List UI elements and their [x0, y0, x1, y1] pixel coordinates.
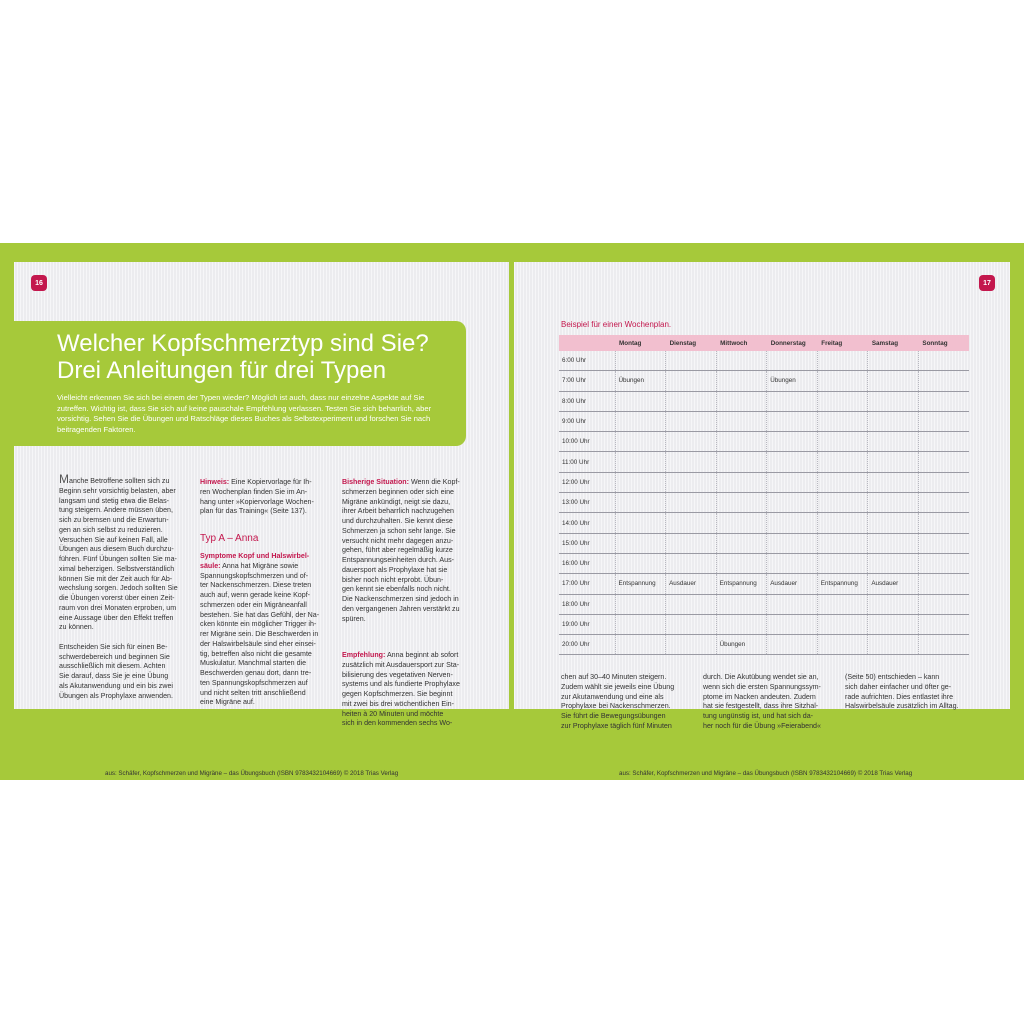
plan-cell	[817, 351, 868, 371]
plan-cell	[868, 614, 919, 634]
plan-cell	[767, 472, 818, 492]
footer-right: aus: Schäfer, Kopfschmerzen und Migräne – das Übungsbuch (ISBN 9783432104669) © 2018 Trias Verlag	[619, 770, 913, 777]
plan-cell	[716, 351, 767, 371]
situation-text: Wenn die Kopf- schmerzen beginnen oder sich eine Migräne ankündigt, neigt sie dazu, ihrer Arbeit beharrlich nachzugehen und durchzuhalten. Sie kennt diese Schmerzen ja schon sehr lange. Sie versucht nicht mehr dagegen anzu- gehen, führt aber regelmäßig kurze Entspannungseinheiten durch. Aus- dauersport als Prophylaxe hat sie bisher noch nicht erprobt. Übun- gen kennt sie ebenfalls noch nicht. Die Nackenschmerzen sind jedoch in den vergangenen Jahren verstärkt zu spüren.	[342, 478, 460, 623]
plan-cell	[666, 432, 717, 452]
plan-cell	[615, 432, 666, 452]
symptoms-label: Symptome Kopf und Halswirbel- säule:	[200, 552, 310, 570]
table-header-row	[559, 335, 969, 351]
plan-cell	[666, 493, 717, 513]
plan-cell	[767, 411, 818, 431]
table-row	[559, 614, 969, 634]
table-row	[559, 553, 969, 573]
plan-cell	[918, 553, 969, 573]
plan-cell	[767, 594, 818, 614]
weekly-plan-table	[559, 335, 969, 655]
plan-cell	[716, 513, 767, 533]
hint-text: Eine Kopiervorlage für Ih- ren Wochenplan finden Sie im An- hang unter »Kopiervorlage Wochen- plan für das Training« (Seite 137).	[200, 478, 314, 516]
plan-cell	[918, 452, 969, 472]
page-number-right: 17	[979, 275, 995, 291]
plan-cell	[817, 472, 868, 492]
table-row	[559, 594, 969, 614]
footer-left: aus: Schäfer, Kopfschmerzen und Migräne – das Übungsbuch (ISBN 9783432104669) © 2018 Trias Verlag	[105, 770, 399, 777]
plan-cell	[716, 411, 767, 431]
table-body	[559, 351, 969, 655]
time-cell: 18:00 Uhr	[559, 594, 615, 614]
time-cell: 8:00 Uhr	[559, 391, 615, 411]
recommendation-text: Anna beginnt ab sofort zusätzlich mit Ausdauersport zur Sta- bilisierung des vegetativen Nerven- systems und als fundierte Prophylaxe gegen Kopfschmerzen. Sie beginnt mit zwei bis drei wöchentlichen Ein- heiten à 20 Minuten und möchte sich in den kommenden sechs Wo-	[342, 651, 460, 728]
plan-cell	[868, 371, 919, 391]
plan-cell	[716, 553, 767, 573]
plan-cell	[767, 614, 818, 634]
plan-cell	[666, 614, 717, 634]
plan-cell	[918, 411, 969, 431]
plan-cell: Ausdauer	[868, 574, 919, 594]
plan-cell	[767, 391, 818, 411]
table-row	[559, 432, 969, 452]
plan-cell	[615, 513, 666, 533]
plan-cell	[716, 594, 767, 614]
plan-cell: Entspannung	[615, 574, 666, 594]
plan-cell	[918, 472, 969, 492]
table-row	[559, 493, 969, 513]
plan-cell	[716, 452, 767, 472]
time-cell: 6:00 Uhr	[559, 351, 615, 371]
right-column-1: chen auf 30–40 Minuten steigern. Zudem wählt sie jeweils eine Übung zur Akutanwendung und eine als Prophylaxe bei Nackenschmerzen. Sie führt die Bewegungsübungen zur Prophylaxe täglich fünf Minuten	[561, 673, 675, 730]
plan-cell	[666, 452, 717, 472]
table-row	[559, 513, 969, 533]
plan-cell	[615, 472, 666, 492]
plan-cell	[817, 411, 868, 431]
situation-paragraph	[342, 478, 472, 624]
plan-cell: Übungen	[767, 371, 818, 391]
plan-cell	[868, 472, 919, 492]
plan-cell	[817, 371, 868, 391]
time-cell: 10:00 Uhr	[559, 432, 615, 452]
hint-paragraph	[200, 478, 330, 517]
plan-cell	[666, 553, 717, 573]
time-cell: 17:00 Uhr	[559, 574, 615, 594]
table-row	[559, 391, 969, 411]
plan-cell	[918, 574, 969, 594]
recommendation-paragraph	[342, 651, 472, 729]
plan-cell	[767, 351, 818, 371]
plan-cell	[817, 452, 868, 472]
recommendation-label: Empfehlung:	[342, 651, 386, 659]
plan-cell	[716, 371, 767, 391]
time-cell: 16:00 Uhr	[559, 553, 615, 573]
symptoms-paragraph	[200, 552, 330, 708]
symptoms-text: Anna hat Migräne sowie Spannungskopfschmerzen und of- ter Nackenschmerzen. Diese treten auch auf, wenn gerade keine Kopf- schmerzen oder ein Migräneanfall bestehen. Sie hat das Gefühl, der Na- cken könnte ein möglicher Trigger ih- rer Migräne sein. Die Beschwerden in der Halswirbelsäule sind eher einsei- tig, betreffen also nicht die gesamte Muskulatur. Manchmal starten die Beschwerden genau dort, dann tre- ten Spannungskopfschmerzen auf und nicht selten tritt anschließend eine Migräne auf.	[200, 561, 320, 707]
plan-cell	[716, 614, 767, 634]
page-number-left: 16	[31, 275, 47, 291]
table-row	[559, 574, 969, 594]
table-row	[559, 351, 969, 371]
plan-cell: Übungen	[716, 635, 767, 655]
situation-label: Bisherige Situation:	[342, 478, 410, 486]
time-cell: 12:00 Uhr	[559, 472, 615, 492]
table-row	[559, 411, 969, 431]
plan-cell	[615, 351, 666, 371]
plan-cell	[767, 432, 818, 452]
plan-cell	[868, 513, 919, 533]
plan-cell	[615, 391, 666, 411]
plan-cell	[817, 533, 868, 553]
left-column-1	[59, 472, 189, 701]
plan-cell	[868, 553, 919, 573]
time-cell: 19:00 Uhr	[559, 614, 615, 634]
plan-cell	[716, 432, 767, 452]
plan-cell: Übungen	[615, 371, 666, 391]
plan-cell	[918, 371, 969, 391]
header-day-cell: Samstag	[868, 335, 919, 351]
plan-cell	[666, 391, 717, 411]
plan-cell: Entspannung	[716, 574, 767, 594]
plan-cell	[817, 614, 868, 634]
plan-cell	[918, 635, 969, 655]
plan-cell	[767, 452, 818, 472]
time-cell: 9:00 Uhr	[559, 411, 615, 431]
plan-cell	[767, 493, 818, 513]
header-day-cell: Freitag	[817, 335, 868, 351]
plan-cell: Entspannung	[817, 574, 868, 594]
plan-cell	[868, 452, 919, 472]
plan-cell: Ausdauer	[767, 574, 818, 594]
column-1-text: anche Betroffene sollten sich zu Beginn sehr vorsichtig belasten, aber langsam und stetig etwa die Belas- tung steigern. Andere müssen üben, sich zu bremsen und die Erwartun- gen an sich selbst zu reduzieren. Versuchen Sie auf keinen Fall, alle Übungen aus diesem Buch durchzu- führen. Fünf Übungen sollten Sie ma- ximal beherzigen. Selbstverständlich können Sie mit der Zeit auch für Ab- wechslung sorgen. Jedoch sollten Sie die Übungen vorerst über einen Zeit- raum von drei Monaten erproben, um eine Aussage über den Effekt treffen zu können. Entscheiden Sie sich für einen Be- schwerdebereich und beginnen Sie ausschließlich mit diesem. Achten Sie darauf, dass Sie je eine Übung als Akutanwendung und ein bis zwei Übungen als Prophylaxe anwenden.	[59, 477, 178, 700]
plan-cell	[615, 493, 666, 513]
plan-cell	[666, 411, 717, 431]
plan-cell	[817, 553, 868, 573]
plan-cell	[615, 533, 666, 553]
plan-cell	[817, 594, 868, 614]
time-cell: 20:00 Uhr	[559, 635, 615, 655]
title-line-1: Welcher Kopfschmerztyp sind Sie?	[57, 330, 429, 357]
header-day-cell: Mittwoch	[716, 335, 767, 351]
plan-cell: Ausdauer	[666, 574, 717, 594]
plan-cell	[868, 411, 919, 431]
plan-cell	[817, 493, 868, 513]
plan-cell	[767, 513, 818, 533]
plan-cell	[767, 635, 818, 655]
time-cell: 13:00 Uhr	[559, 493, 615, 513]
page-title	[57, 330, 457, 384]
plan-cell	[918, 513, 969, 533]
plan-cell	[666, 594, 717, 614]
plan-cell	[918, 533, 969, 553]
table-title: Beispiel für einen Wochenplan.	[561, 320, 672, 329]
plan-cell	[918, 432, 969, 452]
drop-cap: M	[59, 472, 69, 486]
hint-label: Hinweis:	[200, 478, 230, 486]
right-column-2: durch. Die Akutübung wendet sie an, wenn sich die ersten Spannungssym- ptome im Nacken andeuten. Zudem hat sie festgestellt, dass ihre Sitzhal- tung ungünstig ist, und hat sich da- her noch für die Übung »Feierabend«	[703, 673, 821, 730]
plan-cell	[918, 594, 969, 614]
plan-cell	[615, 553, 666, 573]
header-time-cell	[559, 335, 615, 351]
plan-cell	[666, 533, 717, 553]
plan-cell	[817, 513, 868, 533]
plan-cell	[666, 371, 717, 391]
table-row	[559, 371, 969, 391]
plan-cell	[918, 351, 969, 371]
plan-cell	[817, 635, 868, 655]
table-row	[559, 635, 969, 655]
plan-cell	[868, 432, 919, 452]
plan-cell	[615, 594, 666, 614]
plan-cell	[817, 391, 868, 411]
right-column-3: (Seite 50) entschieden – kann sich daher einfacher und öfter ge- rade aufrichten. Dies entlastet ihre Halswirbelsäule zusätzlich im Alltag.	[845, 673, 959, 711]
time-cell: 14:00 Uhr	[559, 513, 615, 533]
plan-cell	[868, 594, 919, 614]
plan-cell	[868, 391, 919, 411]
time-cell: 15:00 Uhr	[559, 533, 615, 553]
plan-cell	[615, 411, 666, 431]
time-cell: 11:00 Uhr	[559, 452, 615, 472]
plan-cell	[716, 472, 767, 492]
plan-cell	[666, 351, 717, 371]
plan-cell	[868, 533, 919, 553]
header-day-cell: Dienstag	[666, 335, 717, 351]
time-cell: 7:00 Uhr	[559, 371, 615, 391]
plan-cell	[918, 614, 969, 634]
plan-cell	[918, 493, 969, 513]
plan-cell	[918, 391, 969, 411]
header-day-cell: Montag	[615, 335, 666, 351]
plan-cell	[767, 553, 818, 573]
plan-cell	[666, 635, 717, 655]
intro-paragraph: Vielleicht erkennen Sie sich bei einem der Typen wieder? Möglich ist auch, dass nur einzelne Aspekte auf Sie zutreffen. Wichtig ist, dass Sie sich auf keine pauschale Empfehlung verlassen. Testen Sie sich beharrlich, aber vorsichtig. Sehen Sie die Übungen und Ratschläge dieses Buches als Selbstexperiment und forschen Sie nach beitragenden Faktoren.	[57, 393, 432, 434]
plan-cell	[615, 614, 666, 634]
plan-cell	[817, 432, 868, 452]
table-row	[559, 472, 969, 492]
plan-cell	[716, 533, 767, 553]
plan-cell	[767, 533, 818, 553]
header-day-cell: Sonntag	[918, 335, 969, 351]
plan-cell	[716, 391, 767, 411]
plan-cell	[666, 513, 717, 533]
table-row	[559, 452, 969, 472]
type-a-subhead: Typ A – Anna	[200, 533, 259, 544]
plan-cell	[868, 635, 919, 655]
title-line-2: Drei Anleitungen für drei Typen	[57, 357, 387, 384]
plan-cell	[666, 472, 717, 492]
header-day-cell: Donnerstag	[767, 335, 818, 351]
table-row	[559, 533, 969, 553]
plan-cell	[868, 351, 919, 371]
plan-cell	[615, 635, 666, 655]
plan-cell	[868, 493, 919, 513]
plan-cell	[716, 493, 767, 513]
plan-cell	[615, 452, 666, 472]
